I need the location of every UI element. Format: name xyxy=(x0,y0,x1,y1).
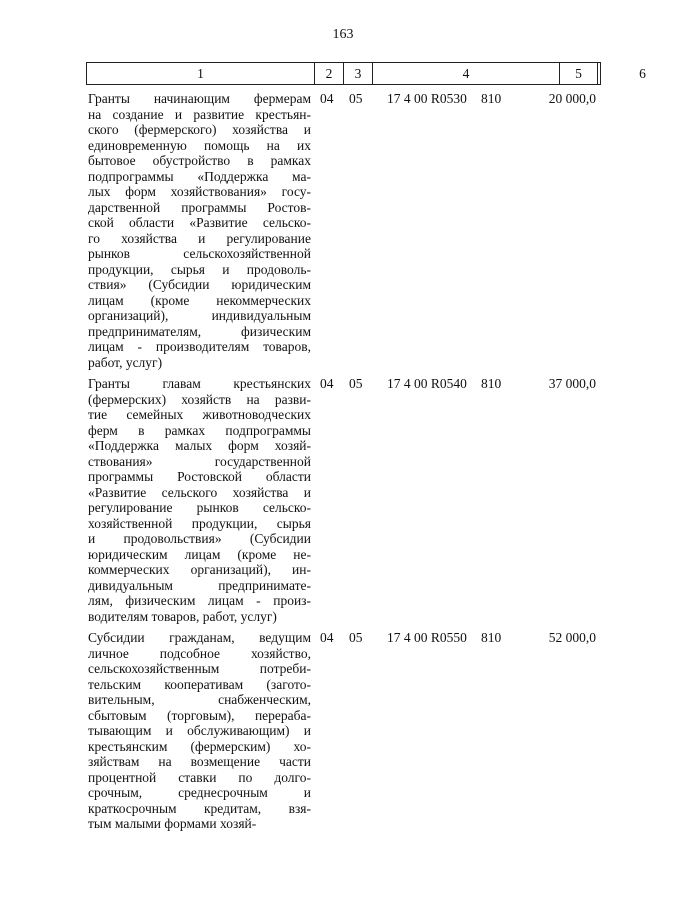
description-line: дивидуальным предпринимате- xyxy=(88,577,311,593)
target-article-code: 17 4 00 R0540 xyxy=(387,376,467,391)
description-line: ской области «Развитие сельско- xyxy=(88,215,311,230)
description-line: бытовое обустройство в рамках xyxy=(88,153,311,168)
column-header-1: 1 xyxy=(87,63,315,84)
description-line: водителям товаров, работ, услуг) xyxy=(88,608,277,624)
description-line: тым малыми формами хозяй- xyxy=(88,816,257,831)
description-line: коммерческих организаций), ин- xyxy=(88,562,311,577)
description-line: продукции, сырья и продоволь- xyxy=(88,261,311,277)
description-line: рынков сельскохозяйственной xyxy=(88,246,311,261)
description-line: (фермерских) хозяйств на разви- xyxy=(88,391,311,407)
description-line: подпрограммы «Поддержка ма- xyxy=(88,168,311,184)
row-description xyxy=(88,91,311,370)
target-article-code: 17 4 00 R0550 xyxy=(387,630,467,645)
subsection-code: 05 xyxy=(349,630,363,645)
description-line: работ, услуг) xyxy=(88,354,163,370)
description-line: предпринимателям, физическим xyxy=(88,323,311,339)
description-line: юридическим лицам (кроме не- xyxy=(88,546,311,562)
subsection-code: 05 xyxy=(349,376,363,391)
subsection-code: 05 xyxy=(349,91,363,106)
description-line: краткосрочным кредитам, взя- xyxy=(88,800,311,816)
amount-value: 37 000,0 xyxy=(548,376,596,391)
description-line: регулирование рынков сельско- xyxy=(88,500,311,515)
section-code: 04 xyxy=(320,630,334,645)
description-line: тывающим и обслуживающим) и xyxy=(88,723,311,738)
description-line: зяйствам на возмещение части xyxy=(88,754,311,769)
description-line: личное подсобное хозяйство, xyxy=(88,645,311,661)
expense-type-code: 810 xyxy=(481,376,502,391)
table-header-row xyxy=(86,62,646,85)
description-line: сбытовым (торговым), перераба- xyxy=(88,707,311,723)
description-line: сельскохозяйственным потреби- xyxy=(88,661,311,676)
description-line: крестьянским (фермерским) хо- xyxy=(88,738,311,754)
column-header-6: 6 xyxy=(639,66,646,81)
description-line: процентной ставки по долго- xyxy=(88,769,311,785)
description-line: лицам (кроме некоммерческих xyxy=(88,292,311,308)
expense-type-code: 810 xyxy=(481,91,502,106)
column-header-3: 3 xyxy=(344,63,373,84)
section-code: 04 xyxy=(320,91,334,106)
target-article-code: 17 4 00 R0530 xyxy=(387,91,467,106)
description-line: лицам - производителям товаров, xyxy=(88,339,311,354)
description-line: программы Ростовской области xyxy=(88,469,311,484)
description-line: лых форм хозяйствования» госу- xyxy=(88,184,311,199)
description-line: тие семейных животноводческих xyxy=(88,407,311,422)
description-line: ского (фермерского) хозяйства и xyxy=(88,122,311,137)
page-number: 163 xyxy=(332,27,354,42)
description-line: и продовольствия» (Субсидии xyxy=(88,531,311,546)
description-line: «Поддержка малых форм хозяй- xyxy=(88,438,311,453)
description-line: «Развитие сельского хозяйства и xyxy=(88,484,311,500)
description-line: ферм в рамках подпрограммы xyxy=(88,422,311,438)
description-line: тельским кооперативам (загото- xyxy=(88,676,311,692)
description-line: организаций), индивидуальным xyxy=(88,308,311,323)
description-line: Субсидии гражданам, ведущим xyxy=(88,630,311,645)
column-header-4: 4 xyxy=(373,63,560,84)
description-line: Гранты начинающим фермерам xyxy=(88,91,311,106)
description-line: лям, физическим лицам - произ- xyxy=(88,593,311,608)
column-header-5: 5 xyxy=(560,63,598,84)
description-line: ствования» государственной xyxy=(88,453,311,469)
description-line: ствия» (Субсидии юридическим xyxy=(88,277,311,292)
amount-value: 20 000,0 xyxy=(548,91,596,106)
description-line: го хозяйства и регулирование xyxy=(88,230,311,246)
description-line: Гранты главам крестьянских xyxy=(88,376,311,391)
row-description xyxy=(88,376,311,624)
section-code: 04 xyxy=(320,376,334,391)
description-line: срочным, среднесрочным и xyxy=(88,785,311,800)
description-line: вительным, снабженческим, xyxy=(88,692,311,707)
description-line: на создание и развитие крестьян- xyxy=(88,106,311,122)
description-line: дарственной программы Ростов- xyxy=(88,199,311,215)
expense-type-code: 810 xyxy=(481,630,502,645)
column-header-2: 2 xyxy=(315,63,344,84)
description-line: хозяйственной продукции, сырья xyxy=(88,515,311,531)
row-description xyxy=(88,630,311,832)
description-line: единовременную помощь на их xyxy=(88,137,311,153)
amount-value: 52 000,0 xyxy=(548,630,596,645)
